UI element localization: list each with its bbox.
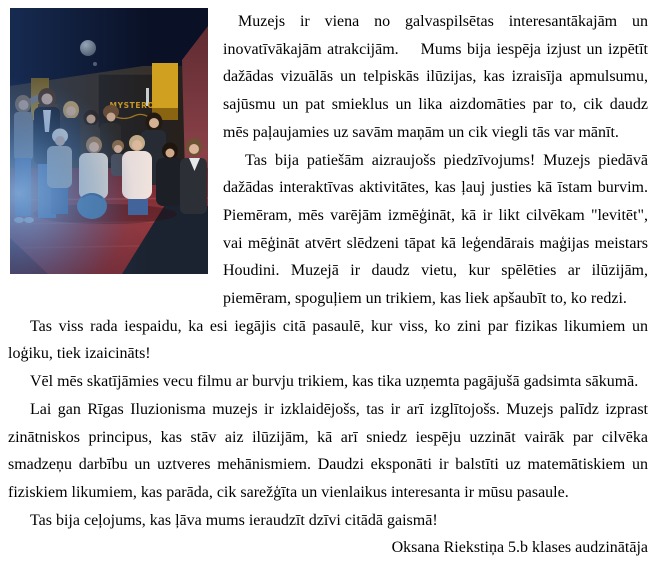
paragraph-experience: Tas bija patiešām aizraujošs piedzīvojums! Muzejs piedāvā dažādas interaktīvas aktivitātes, kas ļauj justies kā īstam burvim. Piemēram, mēs varējām izmēģināt, kā ir likt cilvēkam "levitēt", vai mēģināt atvērt slēdzeni tāpat kā leģendārais maģijas meistars Houdini. Muzejā ir daudz vietu, kur spēlēties ar ilūzijām, piemēram, spoguļiem un trikiem, kas liek apšaubīt to, ko redzi. [223,151,648,308]
class-photo-illustration [10,8,208,274]
blue-haze-overlay [10,8,208,274]
paragraph-old-film: Vēl mēs skatījāmies vecu filmu ar burvju trikiem, kas tika uzņemta pagājušā gadsimta sākumā. [30,373,639,391]
paragraph-educational: Lai gan Rīgas Iluzionisma muzejs ir izklaidējošs, tas ir arī izglītojošs. Muzejs palīdz izprast zinātniskos principus, kas stāv aiz ilūzijām, kā arī sniedz iespēju uzzināt vairāk par cilvēka smadzeņu darbību un uztveres mehānismiem. Daudzi eksponāti ir balstīti uz matemātiskiem un fiziskiem likumiem, kas parāda, cik sarežģīta un vienlaikus interesanta ir mūsu pasaule. [8,400,648,501]
class-photo [10,8,208,274]
paragraph-closing: Tas bija ceļojums, kas ļāva mums ieraudzīt dzīvi citādā gaismā! [30,511,438,529]
paragraph-other-world: Tas viss rada iespaidu, ka esi iegājis citā pasaulē, kur viss, ko zini par fizikas likumiem un loģiku, tiek izaicināts! [8,317,648,363]
signature-line: Oksana Riekstiņa 5.b klases audzinātāja [391,539,648,557]
paragraph-intro: Muzejs ir viena no galvaspilsētas interesantākajām un inovatīvākajām atrakcijām. Mums bija iespēja izjust un izpētīt dažādas vizuālās un telpiskās ilūzijas, kas izraisīja apmulsumu, sajūsmu un pat smieklus un lika aizdomāties par to, cik daudz mēs paļaujamies uz savām maņām un cik viegli tās var mānīt. [223,13,648,141]
